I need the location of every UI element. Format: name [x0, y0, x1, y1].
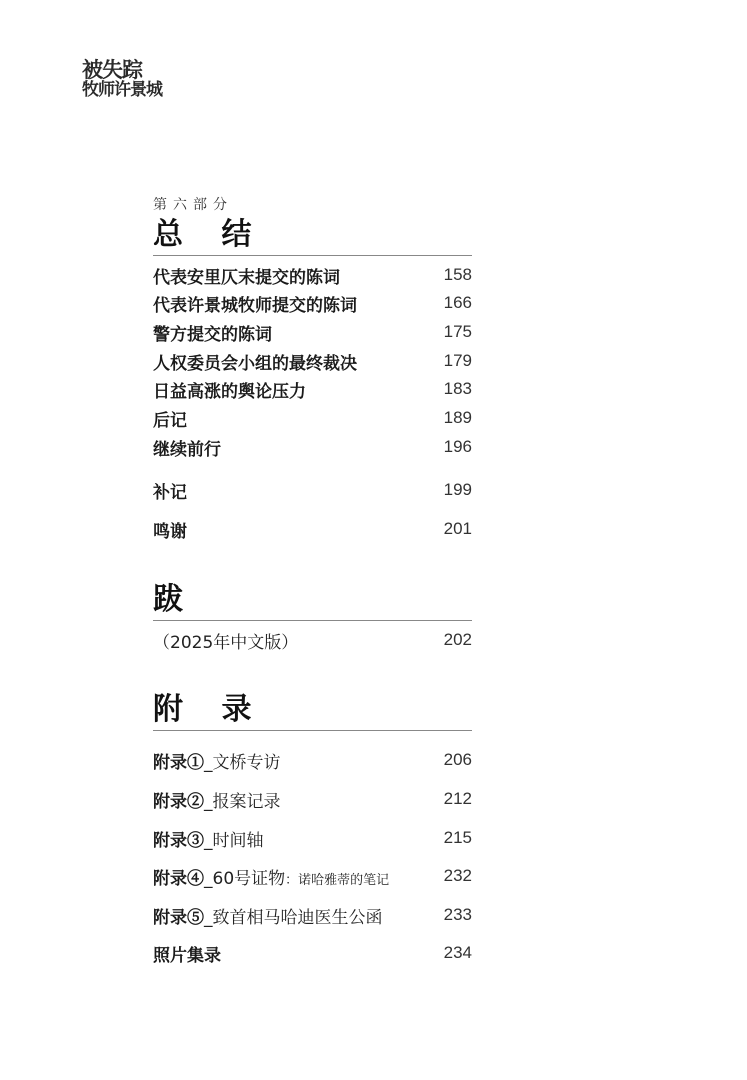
- toc-page: 199: [443, 480, 472, 499]
- toc-row[interactable]: [153, 478, 472, 502]
- toc-page: 206: [443, 750, 472, 769]
- section-title-summary: 总 结: [153, 217, 266, 252]
- toc-page: 201: [443, 519, 472, 538]
- toc-page: 212: [443, 789, 472, 808]
- toc-title: 人权委员会小组的最终裁决: [153, 353, 357, 374]
- appendix-prefix: 附录⑤: [153, 907, 204, 928]
- toc-row[interactable]: [153, 320, 472, 344]
- toc-page: 234: [443, 943, 472, 962]
- toc-title: 补记: [153, 482, 187, 503]
- toc-page: 215: [443, 828, 472, 847]
- toc-page: 158: [443, 265, 472, 284]
- toc-title: 后记: [153, 410, 187, 431]
- toc-title: _时间轴: [204, 830, 264, 851]
- toc-title: 警方提交的陈词: [153, 324, 272, 345]
- section-divider: [153, 620, 472, 621]
- section-title-afterword: 跋: [153, 582, 183, 617]
- section-title-appendix: 附 录: [153, 692, 266, 727]
- book-logo: [82, 60, 162, 99]
- toc-title: 代表许景城牧师提交的陈词: [153, 295, 357, 316]
- toc-row[interactable]: [153, 406, 472, 430]
- appendix-prefix: 附录②: [153, 791, 204, 812]
- toc-row[interactable]: [153, 903, 472, 927]
- logo-line-1: 被失踪: [82, 58, 142, 82]
- toc-title: _文桥专访: [204, 752, 281, 773]
- toc-page: 202: [443, 630, 472, 649]
- toc-title: _报案记录: [204, 791, 281, 812]
- section-divider: [153, 730, 472, 731]
- toc-title: _致首相马哈迪医生公函: [204, 907, 383, 928]
- toc-page: 189: [443, 408, 472, 427]
- part-label: 第六部分: [153, 197, 233, 213]
- toc-row[interactable]: [153, 263, 472, 287]
- section-divider: [153, 255, 472, 256]
- toc-row[interactable]: [153, 628, 472, 652]
- toc-page: 232: [443, 866, 472, 885]
- logo-line-2: 牧师许景城: [82, 80, 162, 100]
- toc-row[interactable]: [153, 787, 472, 811]
- toc-page: 179: [443, 351, 472, 370]
- toc-row[interactable]: [153, 748, 472, 772]
- toc-title: 日益高涨的舆论压力: [153, 381, 306, 402]
- appendix-prefix: 附录①: [153, 752, 204, 773]
- toc-row[interactable]: [153, 941, 472, 965]
- toc-page: 166: [443, 293, 472, 312]
- toc-page: 233: [443, 905, 472, 924]
- toc-row[interactable]: [153, 291, 472, 315]
- toc-row[interactable]: [153, 826, 472, 850]
- toc-title: 代表安里仄末提交的陈词: [153, 267, 340, 288]
- appendix-prefix: 附录④: [153, 868, 204, 889]
- toc-title: 继续前行: [153, 439, 221, 460]
- toc-title: 鸣谢: [153, 521, 187, 542]
- toc-row[interactable]: [153, 517, 472, 541]
- toc-page: 196: [443, 437, 472, 456]
- toc-page: 175: [443, 322, 472, 341]
- toc-row[interactable]: [153, 435, 472, 459]
- toc-subtitle: ：诺哈雅蒂的笔记: [285, 872, 390, 888]
- toc-title: _60号证物: [204, 868, 286, 889]
- toc-row[interactable]: [153, 864, 472, 888]
- appendix-prefix: 照片集录: [153, 945, 221, 966]
- toc-row[interactable]: [153, 349, 472, 373]
- toc-row[interactable]: [153, 377, 472, 401]
- toc-page: 183: [443, 379, 472, 398]
- appendix-prefix: 附录③: [153, 830, 204, 851]
- toc-title: （2025年中文版）: [153, 632, 299, 653]
